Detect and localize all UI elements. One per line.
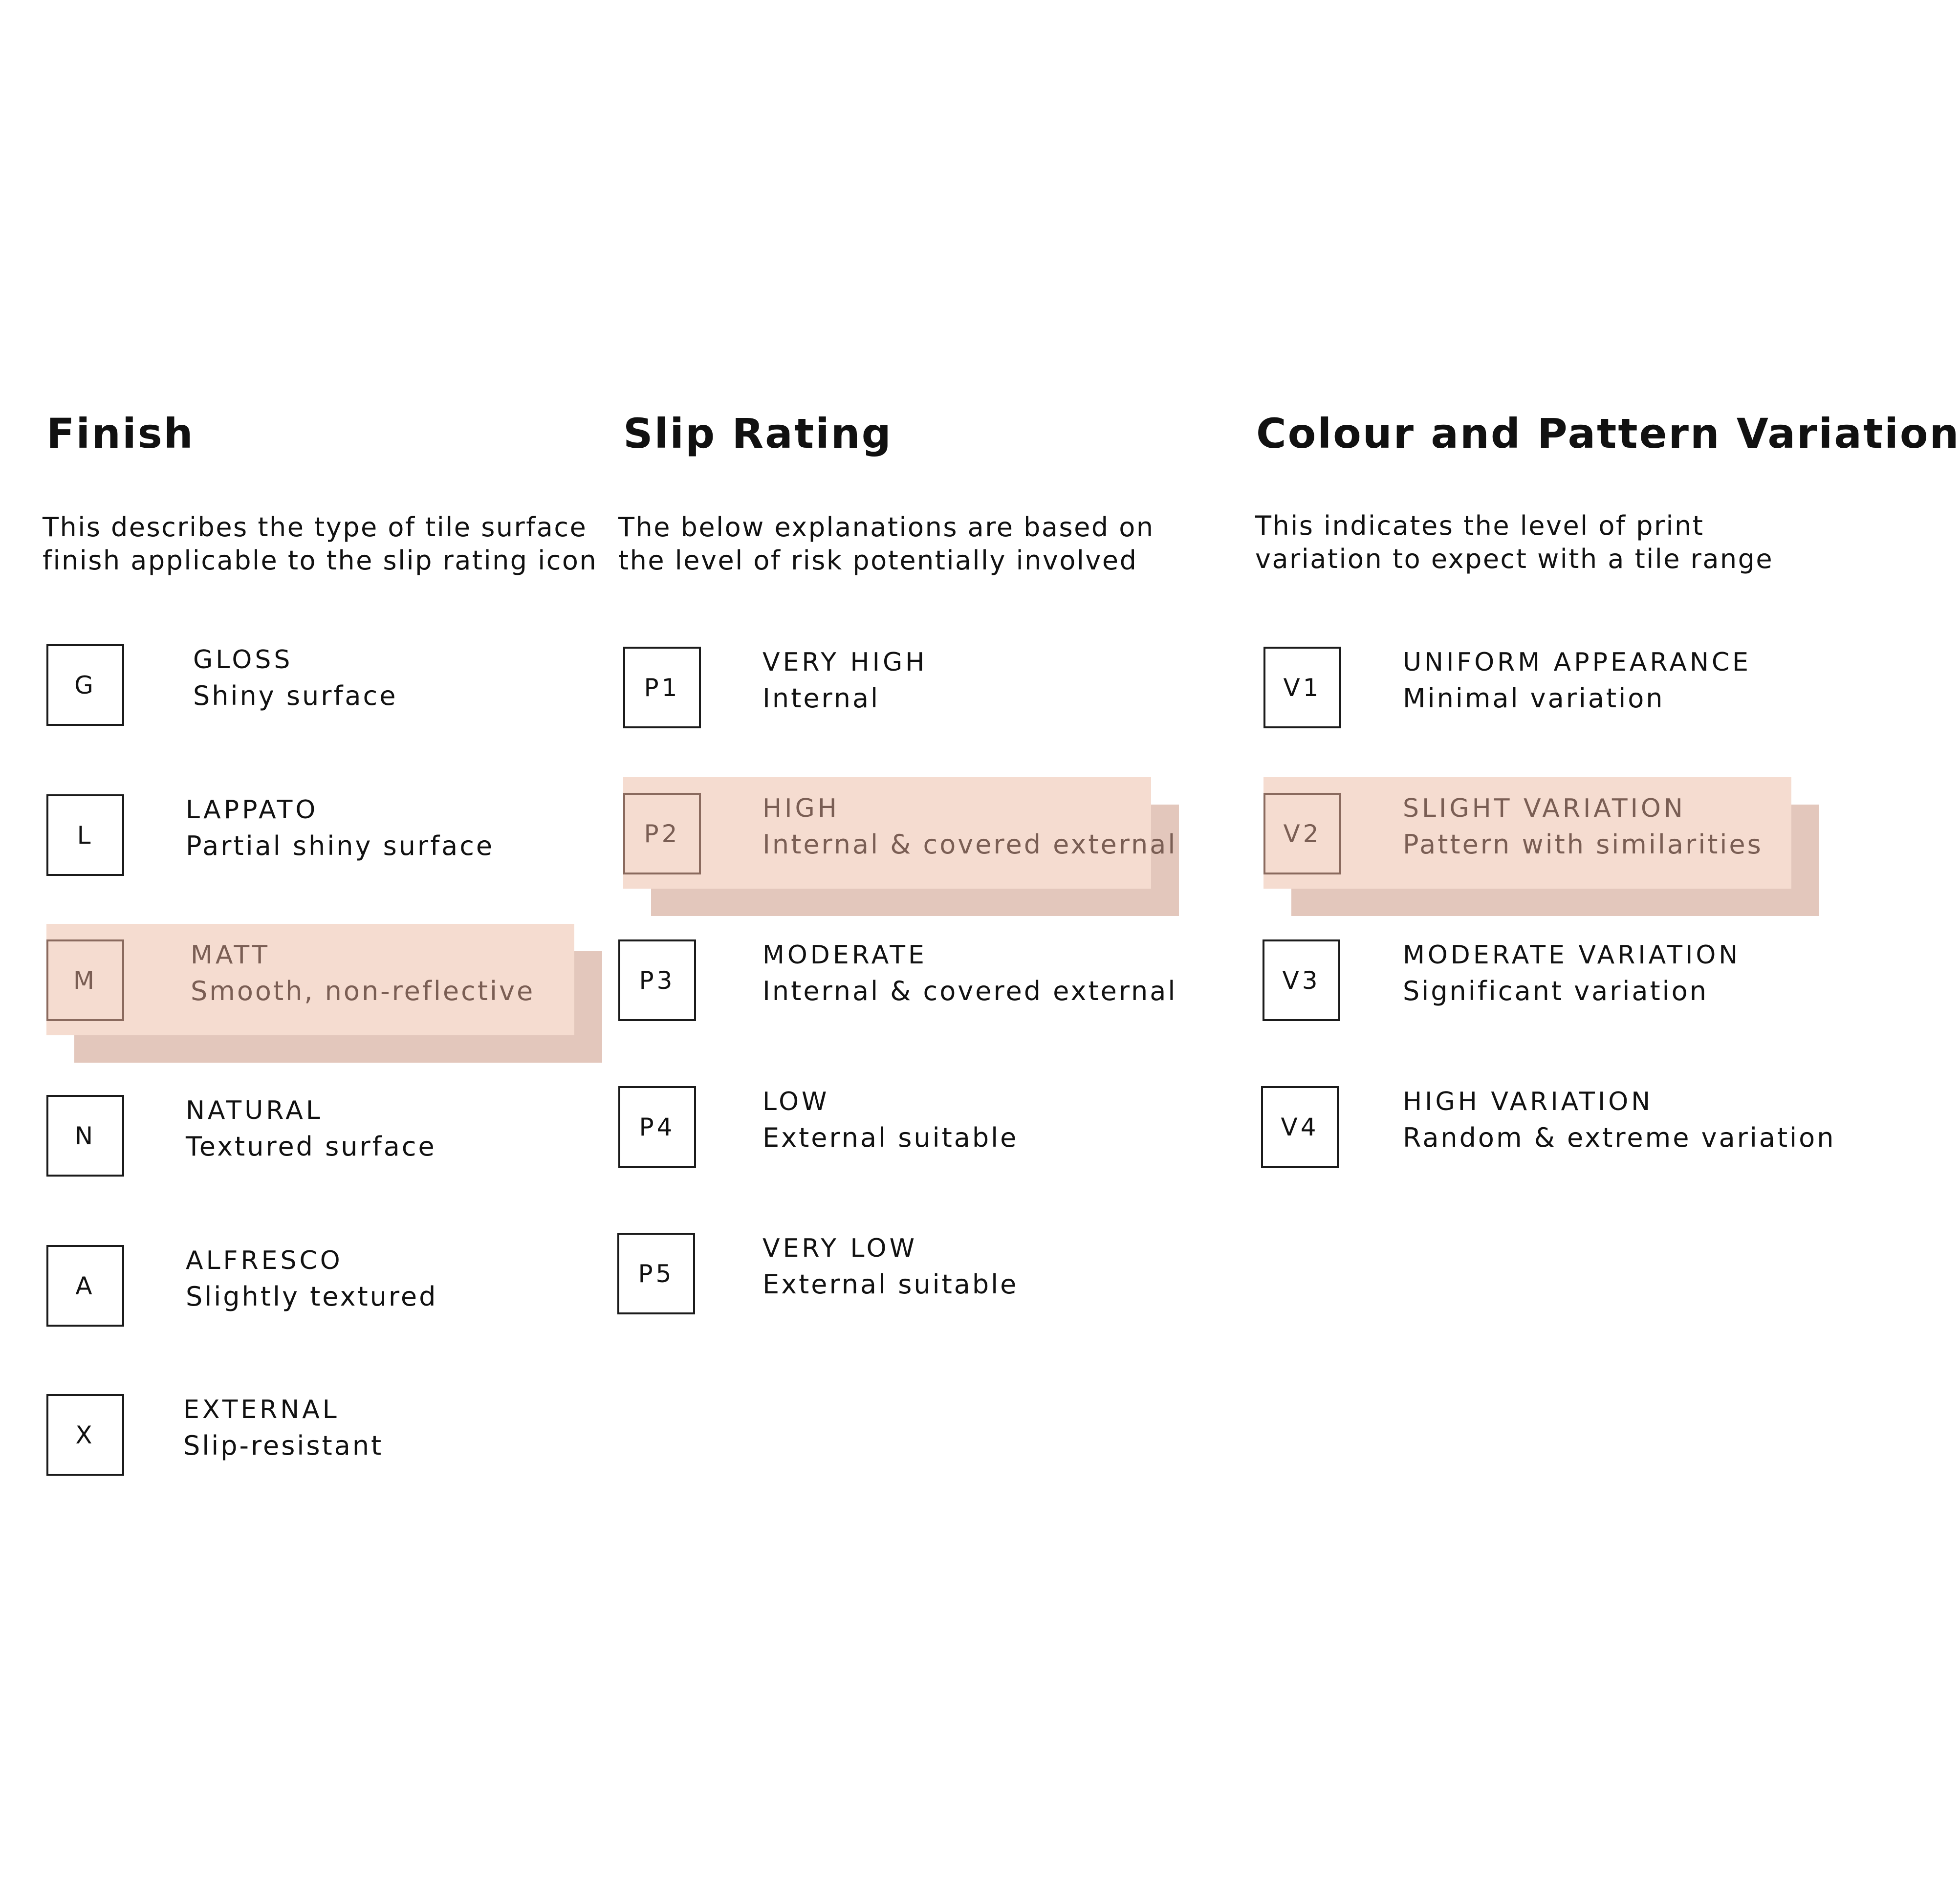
finish-item-matt xyxy=(46,939,623,1025)
finish-item-name: NATURAL xyxy=(186,1096,323,1125)
finish-item-description: Slightly textured xyxy=(186,1281,438,1312)
slip-item-description: External suitable xyxy=(762,1269,1019,1300)
variation-item-description: Pattern with similarities xyxy=(1403,829,1763,860)
finish-description-line-2: finish applicable to the slip rating icon xyxy=(43,545,598,576)
slip-item-text xyxy=(762,790,1177,863)
slip-code-badge: P2 xyxy=(623,793,701,874)
finish-code-badge: L xyxy=(46,794,124,876)
finish-item-description: Slip-resistant xyxy=(183,1430,384,1461)
slip-item-p1 xyxy=(623,647,1200,732)
slip-rating-description-line-1: The below explanations are based on xyxy=(618,512,1154,543)
variation-code-badge: V4 xyxy=(1261,1086,1339,1168)
variation-description xyxy=(1255,509,1773,576)
slip-item-name: VERY HIGH xyxy=(762,648,928,677)
slip-code-badge: P5 xyxy=(617,1233,695,1314)
variation-item-name: HIGH VARIATION xyxy=(1403,1087,1654,1116)
finish-item-name: EXTERNAL xyxy=(183,1395,340,1424)
finish-code-badge: X xyxy=(46,1394,124,1476)
variation-item-description: Minimal variation xyxy=(1403,683,1665,714)
finish-code-badge: M xyxy=(46,939,124,1021)
variation-item-text xyxy=(1403,790,1763,863)
finish-item-natural xyxy=(46,1095,623,1180)
variation-item-description: Random & extreme variation xyxy=(1403,1122,1836,1153)
finish-item-text xyxy=(186,1092,436,1165)
finish-item-description: Shiny surface xyxy=(193,680,398,711)
variation-item-text xyxy=(1403,937,1741,1009)
finish-item-external xyxy=(46,1394,623,1480)
slip-item-text xyxy=(762,937,1177,1009)
variation-item-v3 xyxy=(1263,939,1839,1025)
finish-item-text xyxy=(186,792,494,864)
variation-code-badge: V2 xyxy=(1263,793,1341,874)
slip-rating-description-line-2: the level of risk potentially involved xyxy=(618,545,1138,576)
slip-item-description: Internal xyxy=(762,683,880,714)
variation-description-line-1: This indicates the level of print xyxy=(1255,510,1704,541)
slip-item-p3 xyxy=(618,939,1195,1025)
finish-item-text xyxy=(191,937,535,1009)
slip-code-badge: P3 xyxy=(618,939,696,1021)
slip-item-description: External suitable xyxy=(762,1122,1019,1153)
finish-code-badge: G xyxy=(46,644,124,726)
slip-item-text xyxy=(762,1230,1018,1303)
finish-item-lappato xyxy=(46,794,623,880)
finish-item-description: Textured surface xyxy=(186,1131,436,1162)
finish-code-badge: N xyxy=(46,1095,124,1177)
finish-title: Finish xyxy=(46,410,195,458)
slip-item-text xyxy=(762,1084,1018,1156)
slip-item-p5 xyxy=(617,1233,1194,1318)
variation-item-v4 xyxy=(1261,1086,1838,1172)
variation-item-v1 xyxy=(1263,647,1840,732)
finish-item-text xyxy=(186,1243,437,1315)
finish-item-name: GLOSS xyxy=(193,645,293,675)
slip-rating-title: Slip Rating xyxy=(623,410,893,458)
variation-item-name: SLIGHT VARIATION xyxy=(1403,794,1686,823)
slip-rating-description xyxy=(618,511,1154,577)
finish-description-line-1: This describes the type of tile surface xyxy=(43,512,588,543)
variation-description-line-2: variation to expect with a tile range xyxy=(1255,544,1774,574)
slip-item-description: Internal & covered external xyxy=(762,976,1177,1006)
slip-item-name: MODERATE xyxy=(762,940,927,970)
finish-code-badge: A xyxy=(46,1245,124,1327)
slip-code-badge: P1 xyxy=(623,647,701,728)
variation-item-name: MODERATE VARIATION xyxy=(1403,940,1741,970)
slip-item-p4 xyxy=(618,1086,1195,1172)
variation-item-text xyxy=(1403,1084,1835,1156)
finish-item-alfresco xyxy=(46,1245,623,1331)
variation-item-description: Significant variation xyxy=(1403,976,1708,1006)
finish-item-gloss xyxy=(46,644,623,730)
finish-item-description: Smooth, non-reflective xyxy=(191,976,535,1006)
finish-description xyxy=(43,511,597,577)
finish-item-text xyxy=(183,1392,383,1464)
slip-item-name: HIGH xyxy=(762,794,840,823)
variation-code-badge: V3 xyxy=(1263,939,1340,1021)
variation-code-badge: V1 xyxy=(1263,647,1341,728)
finish-item-text xyxy=(193,642,397,714)
variation-item-name: UNIFORM APPEARANCE xyxy=(1403,648,1752,677)
slip-item-name: VERY LOW xyxy=(762,1234,917,1263)
finish-item-description: Partial shiny surface xyxy=(186,830,495,861)
slip-item-text xyxy=(762,644,927,717)
slip-item-description: Internal & covered external xyxy=(762,829,1177,860)
finish-item-name: LAPPATO xyxy=(186,795,319,825)
variation-item-text xyxy=(1403,644,1751,717)
slip-code-badge: P4 xyxy=(618,1086,696,1168)
variation-title: Colour and Pattern Variation xyxy=(1256,410,1960,458)
finish-item-name: ALFRESCO xyxy=(186,1246,343,1275)
slip-item-p2 xyxy=(623,793,1200,878)
variation-item-v2 xyxy=(1263,793,1840,878)
slip-item-name: LOW xyxy=(762,1087,830,1116)
finish-item-name: MATT xyxy=(191,940,271,970)
